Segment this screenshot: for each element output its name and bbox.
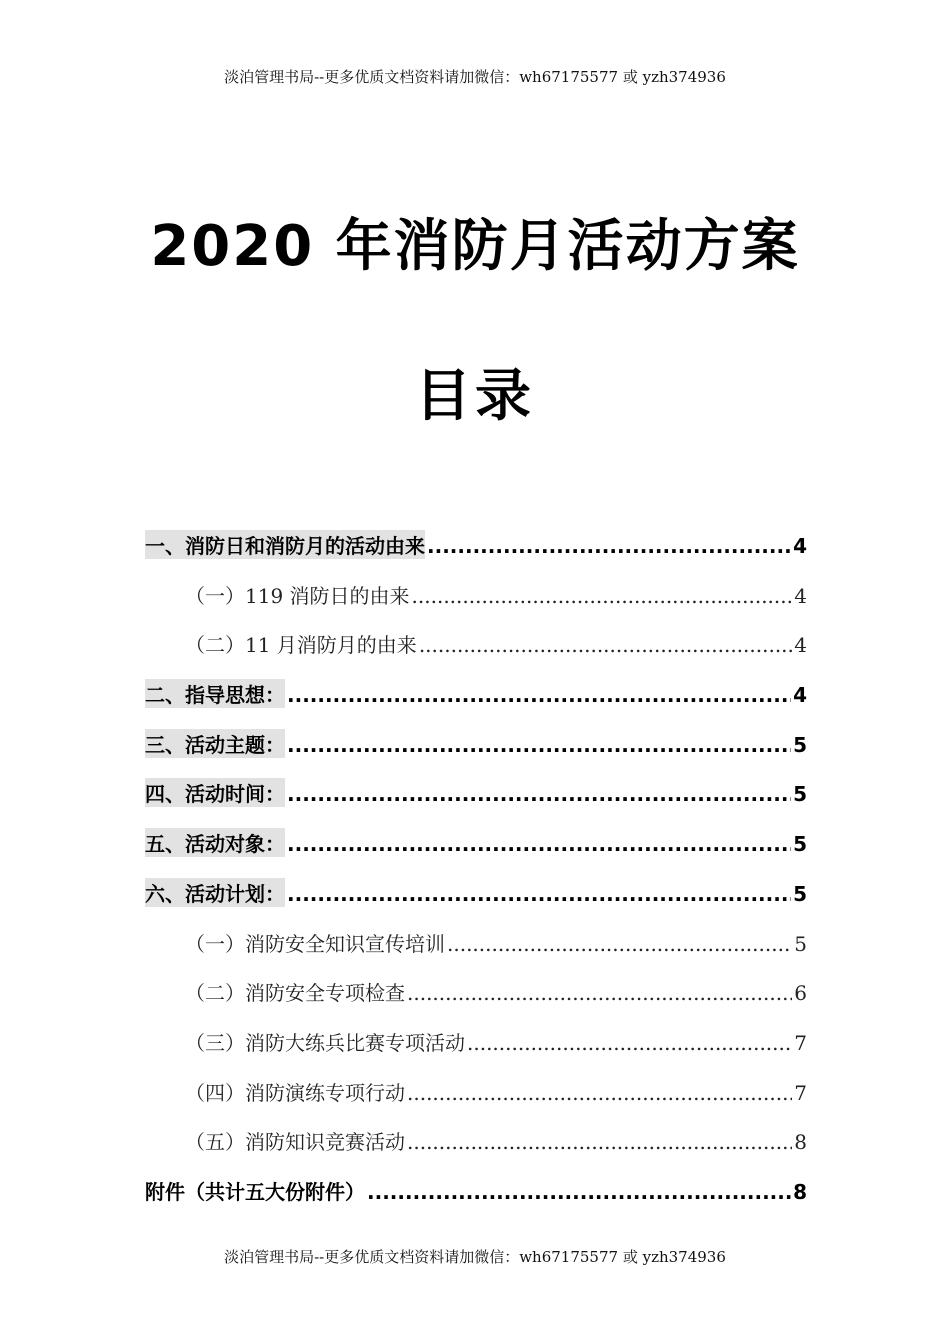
toc-entry-label: 三、活动主题： bbox=[145, 729, 285, 758]
toc-entry[interactable] bbox=[145, 530, 807, 580]
toc-page-number: 4 bbox=[794, 633, 807, 658]
toc-heading: 目录 bbox=[415, 364, 535, 429]
toc-entry[interactable] bbox=[145, 1077, 807, 1127]
toc-entry-label: （二）11 月消防月的由来 bbox=[185, 633, 417, 658]
toc-entry-label: 四、活动时间： bbox=[145, 778, 285, 807]
toc-entry[interactable] bbox=[145, 679, 807, 729]
toc-page-number: 5 bbox=[793, 881, 807, 906]
toc-dot-leader bbox=[467, 1031, 792, 1055]
toc-page-number: 5 bbox=[793, 782, 807, 807]
toc-entry[interactable] bbox=[145, 878, 807, 928]
toc-page-number: 4 bbox=[793, 683, 807, 708]
toc-entry[interactable] bbox=[145, 1027, 807, 1077]
table-of-contents bbox=[145, 530, 807, 1226]
toc-page-number: 5 bbox=[793, 732, 807, 757]
toc-page-number: 8 bbox=[794, 1130, 807, 1155]
toc-dot-leader bbox=[412, 584, 793, 608]
toc-dot-leader bbox=[367, 1180, 791, 1204]
toc-dot-leader bbox=[407, 1130, 792, 1154]
toc-entry-label: 附件（共计五大份附件） bbox=[145, 1179, 365, 1204]
toc-dot-leader bbox=[427, 534, 791, 558]
toc-dot-leader bbox=[287, 882, 791, 906]
toc-page-number: 8 bbox=[793, 1179, 807, 1204]
toc-entry[interactable] bbox=[145, 778, 807, 828]
toc-page-number: 5 bbox=[794, 931, 807, 956]
toc-page-number: 7 bbox=[794, 1030, 807, 1055]
header-note: 淡泊管理书局--更多优质文档资料请加微信：wh67175577 或 yzh374936 bbox=[224, 68, 726, 86]
toc-entry-label: 一、消防日和消防月的活动由来 bbox=[145, 530, 425, 559]
toc-page-number: 4 bbox=[794, 583, 807, 608]
footer-note: 淡泊管理书局--更多优质文档资料请加微信：wh67175577 或 yzh374936 bbox=[224, 1248, 726, 1266]
toc-entry[interactable] bbox=[145, 828, 807, 878]
toc-page-number: 7 bbox=[794, 1080, 807, 1105]
toc-entry-label: （三）消防大练兵比赛专项活动 bbox=[185, 1030, 465, 1055]
toc-entry-label: 二、指导思想： bbox=[145, 679, 285, 708]
toc-entry[interactable] bbox=[145, 629, 807, 679]
toc-dot-leader bbox=[287, 782, 791, 806]
toc-dot-leader bbox=[407, 981, 792, 1005]
toc-page-number: 5 bbox=[793, 832, 807, 857]
toc-entry[interactable] bbox=[145, 580, 807, 630]
toc-dot-leader bbox=[287, 683, 791, 707]
toc-dot-leader bbox=[287, 733, 791, 757]
toc-dot-leader bbox=[407, 1081, 792, 1105]
toc-entry-label: （一）消防安全知识宣传培训 bbox=[185, 931, 445, 956]
toc-dot-leader bbox=[287, 832, 791, 856]
document-title: 2020 年消防月活动方案 bbox=[150, 214, 800, 279]
toc-entry[interactable] bbox=[145, 729, 807, 779]
toc-entry-label: （二）消防安全专项检查 bbox=[185, 981, 405, 1006]
toc-entry-label: （五）消防知识竞赛活动 bbox=[185, 1130, 405, 1155]
toc-dot-leader bbox=[419, 633, 792, 657]
toc-entry-label: （四）消防演练专项行动 bbox=[185, 1080, 405, 1105]
toc-page-number: 6 bbox=[794, 981, 807, 1006]
toc-entry-label: （一）119 消防日的由来 bbox=[185, 583, 410, 608]
toc-page-number: 4 bbox=[793, 534, 807, 558]
toc-entry-label: 五、活动对象： bbox=[145, 828, 285, 857]
toc-entry-label: 六、活动计划： bbox=[145, 878, 285, 907]
toc-dot-leader bbox=[447, 932, 792, 956]
toc-entry[interactable] bbox=[145, 1126, 807, 1176]
toc-entry[interactable] bbox=[145, 977, 807, 1027]
toc-entry[interactable] bbox=[145, 928, 807, 978]
toc-entry[interactable] bbox=[145, 1176, 807, 1226]
